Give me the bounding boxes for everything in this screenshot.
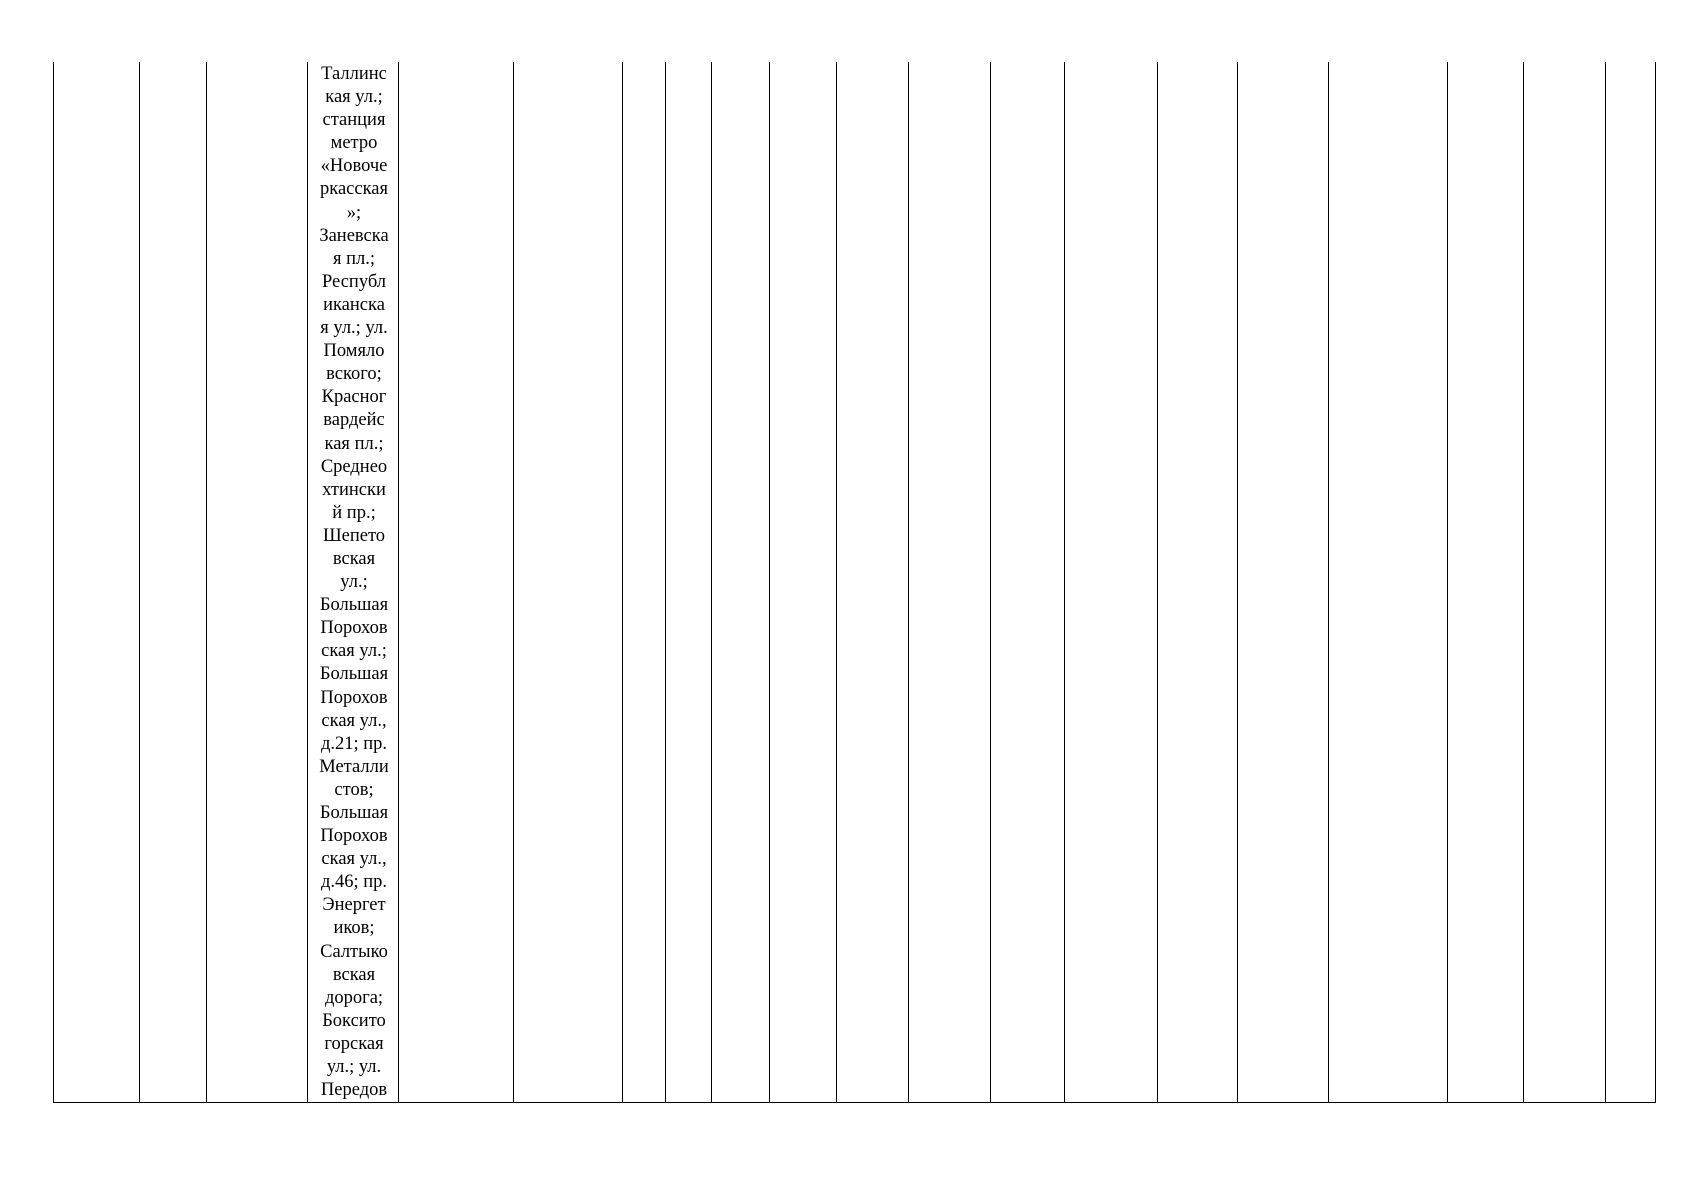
column-border <box>1157 62 1158 1103</box>
column-border <box>1655 62 1656 1103</box>
column-border <box>1237 62 1238 1103</box>
column-border <box>1447 62 1448 1103</box>
column-border <box>665 62 666 1103</box>
column-border <box>622 62 623 1103</box>
table-cell-address-list: Таллинс кая ул.; станция метро «Новоче ркасская »; Заневска я пл.; Республ иканска я ул.; ул. Помяло вского; Красног вардейс кая пл.; Среднео хтински й пр.; Шепето вская ул.; Большая Порохов ская ул.; Большая Порохов ская ул., д.21; пр. Металли стов; Большая Порохов ская ул., д.46; пр. Энергет иков; Салтыко вская дорога; Боксито горская ул.; ул. Передов <box>319 64 389 1101</box>
column-border <box>139 62 140 1103</box>
column-border <box>1064 62 1065 1103</box>
column-border <box>53 62 54 1103</box>
column-border <box>206 62 207 1103</box>
table-row <box>53 62 1656 1103</box>
column-border <box>711 62 712 1103</box>
column-border <box>513 62 514 1103</box>
column-border <box>769 62 770 1103</box>
column-border <box>1328 62 1329 1103</box>
column-border <box>1523 62 1524 1103</box>
column-border <box>1605 62 1606 1103</box>
column-border <box>908 62 909 1103</box>
column-border <box>836 62 837 1103</box>
column-border <box>990 62 991 1103</box>
table <box>53 62 1656 1103</box>
